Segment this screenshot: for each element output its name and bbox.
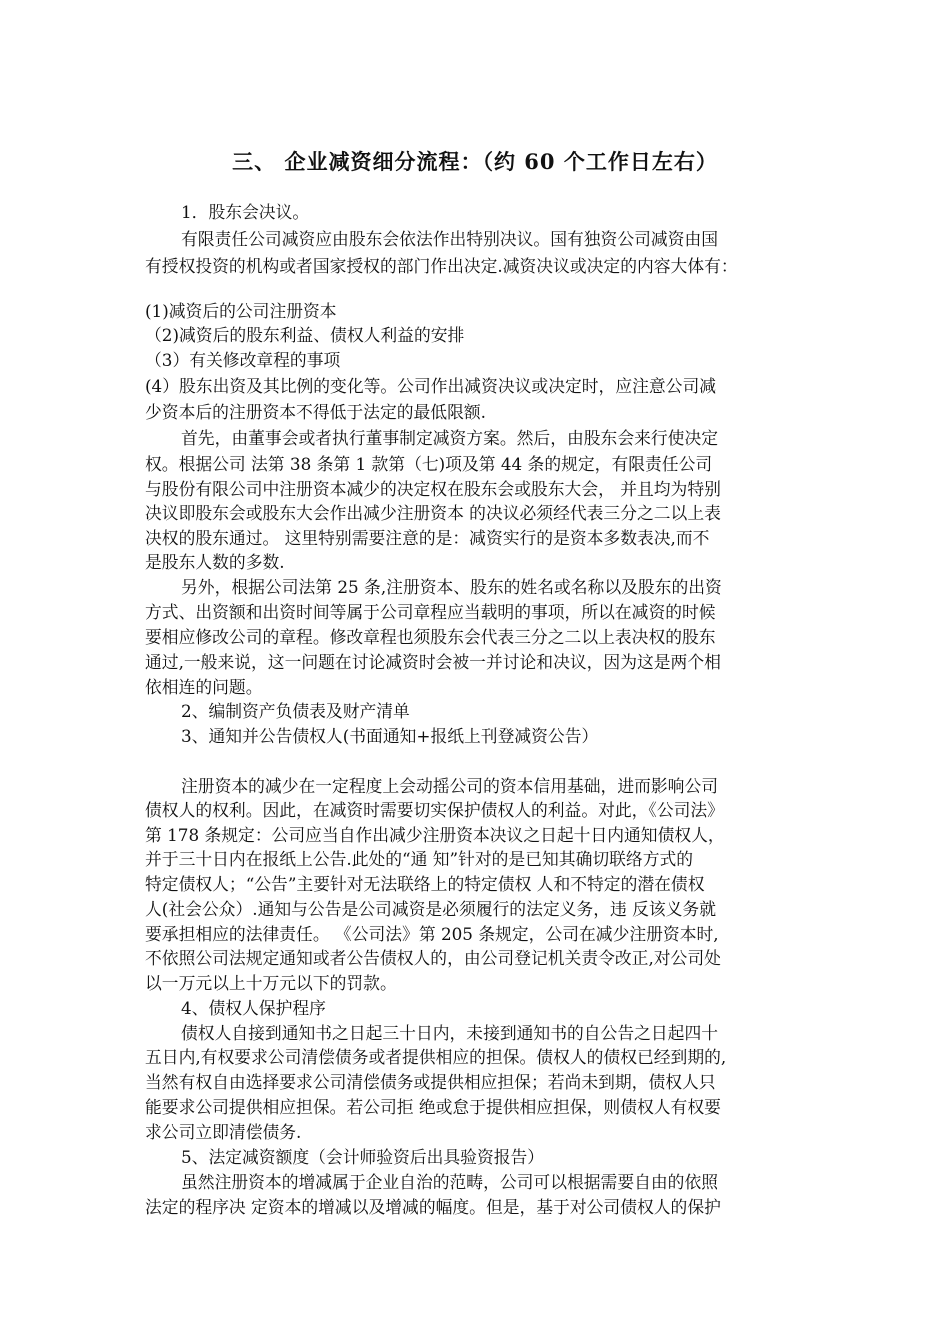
paragraph-line: 决权的股东通过。 这里特别需要注意的是：减资实行的是资本多数表决,而不 [145,528,710,548]
list-item: （3）有关修改章程的事项 [145,350,341,370]
step-2-heading: 2、编制资产负债表及财产清单 [181,701,410,721]
paragraph-line: 人(社会公众）.通知与公告是公司减资是必须履行的法定义务，违 反该义务就 [145,899,716,919]
paragraph-line: 首先，由董事会或者执行董事制定减资方案。然后，由股东会来行使决定 [181,428,719,448]
paragraph-line: 求公司立即清偿债务. [145,1122,302,1142]
paragraph-line: 另外，根据公司法第 25 条,注册资本、股东的姓名或名称以及股东的出资 [181,577,722,597]
paragraph-line: 并于三十日内在报纸上公告.此处的“通 知”针对的是已知其确切联络方式的 [145,849,694,869]
paragraph-line: 方式、出资额和出资时间等属于公司章程应当载明的事项，所以在减资的时候 [145,602,716,622]
paragraph-line: 第 178 条规定：公司应当自作出减少注册资本决议之日起十日内通知债权人， [145,825,725,845]
list-item: (4）股东出资及其比例的变化等。公司作出减资决议或决定时，应注意公司减 [145,376,717,396]
paragraph-line: 当然有权自由选择要求公司清偿债务或提供相应担保；若尚未到期，债权人只 [145,1072,716,1092]
paragraph-line: 与股份有限公司中注册资本减少的决定权在股东会或股东大会， 并且均为特别 [145,479,721,499]
step-3-heading: 3、通知并公告债权人(书面通知+报纸上刊登减资公告） [181,726,599,746]
paragraph-line: 债权人的权利。因此，在减资时需要切实保护债权人的利益。对此，《公司法》 [145,800,724,820]
paragraph-line: 是股东人数的多数. [145,552,285,572]
paragraph-line: 注册资本的减少在一定程度上会动摇公司的资本信用基础，进而影响公司 [181,776,719,796]
list-item: (1)减资后的公司注册资本 [145,301,337,321]
step-5-heading: 5、法定减资额度（会计师验资后出具验资报告） [181,1147,545,1167]
paragraph-line: 决议即股东会或股东大会作出减少注册资本 的决议必须经代表三分之二以上表 [145,503,721,523]
paragraph-line: 有授权投资的机构或者国家授权的部门作出决定.减资决议或决定的内容大体有： [145,256,738,276]
paragraph-line: 要承担相应的法律责任。 《公司法》第 205 条规定，公司在减少注册资本时, [145,924,719,944]
paragraph-line: 虽然注册资本的增减属于企业自治的范畴，公司可以根据需要自由的依照 [181,1172,719,1192]
paragraph-line: 债权人自接到通知书之日起三十日内，未接到通知书的自公告之日起四十 [181,1023,719,1043]
step-1-heading: 1．股东会决议。 [181,202,310,222]
paragraph-line: 能要求公司提供相应担保。若公司拒 绝或怠于提供相应担保，则债权人有权要 [145,1097,721,1117]
section-title: 三、 企业减资细分流程：（约 60 个工作日左右） [232,149,718,174]
paragraph-line: 依相连的问题。 [145,677,263,697]
paragraph-line: 不依照公司法规定通知或者公告债权人的，由公司登记机关责令改正,对公司处 [145,948,721,968]
paragraph-line: 特定债权人；“公告”主要针对无法联络上的特定债权 人和不特定的潜在债权 [145,874,705,894]
step-4-heading: 4、债权人保护程序 [181,998,326,1018]
paragraph-line: 以一万元以上十万元以下的罚款。 [145,973,397,993]
paragraph-line: 有限责任公司减资应由股东会依法作出特别决议。国有独资公司减资由国 [181,229,719,249]
paragraph-line: 法定的程序决 定资本的增减以及增减的幅度。但是，基于对公司债权人的保护 [145,1197,721,1217]
paragraph-line: 要相应修改公司的章程。修改章程也须股东会代表三分之二以上表决权的股东 [145,627,716,647]
paragraph-line: 权。根据公司 法第 38 条第 1 款第（七)项及第 44 条的规定，有限责任公司 [145,454,713,474]
paragraph-line: 通过,一般来说，这一问题在讨论减资时会被一并讨论和决议，因为这是两个相 [145,652,721,672]
paragraph-line: 少资本后的注册资本不得低于法定的最低限额. [145,402,486,422]
list-item: （2)减资后的股东利益、债权人利益的安排 [145,325,465,345]
paragraph-line: 五日内,有权要求公司清偿债务或者提供相应的担保。债权人的债权已经到期的, [145,1047,727,1067]
